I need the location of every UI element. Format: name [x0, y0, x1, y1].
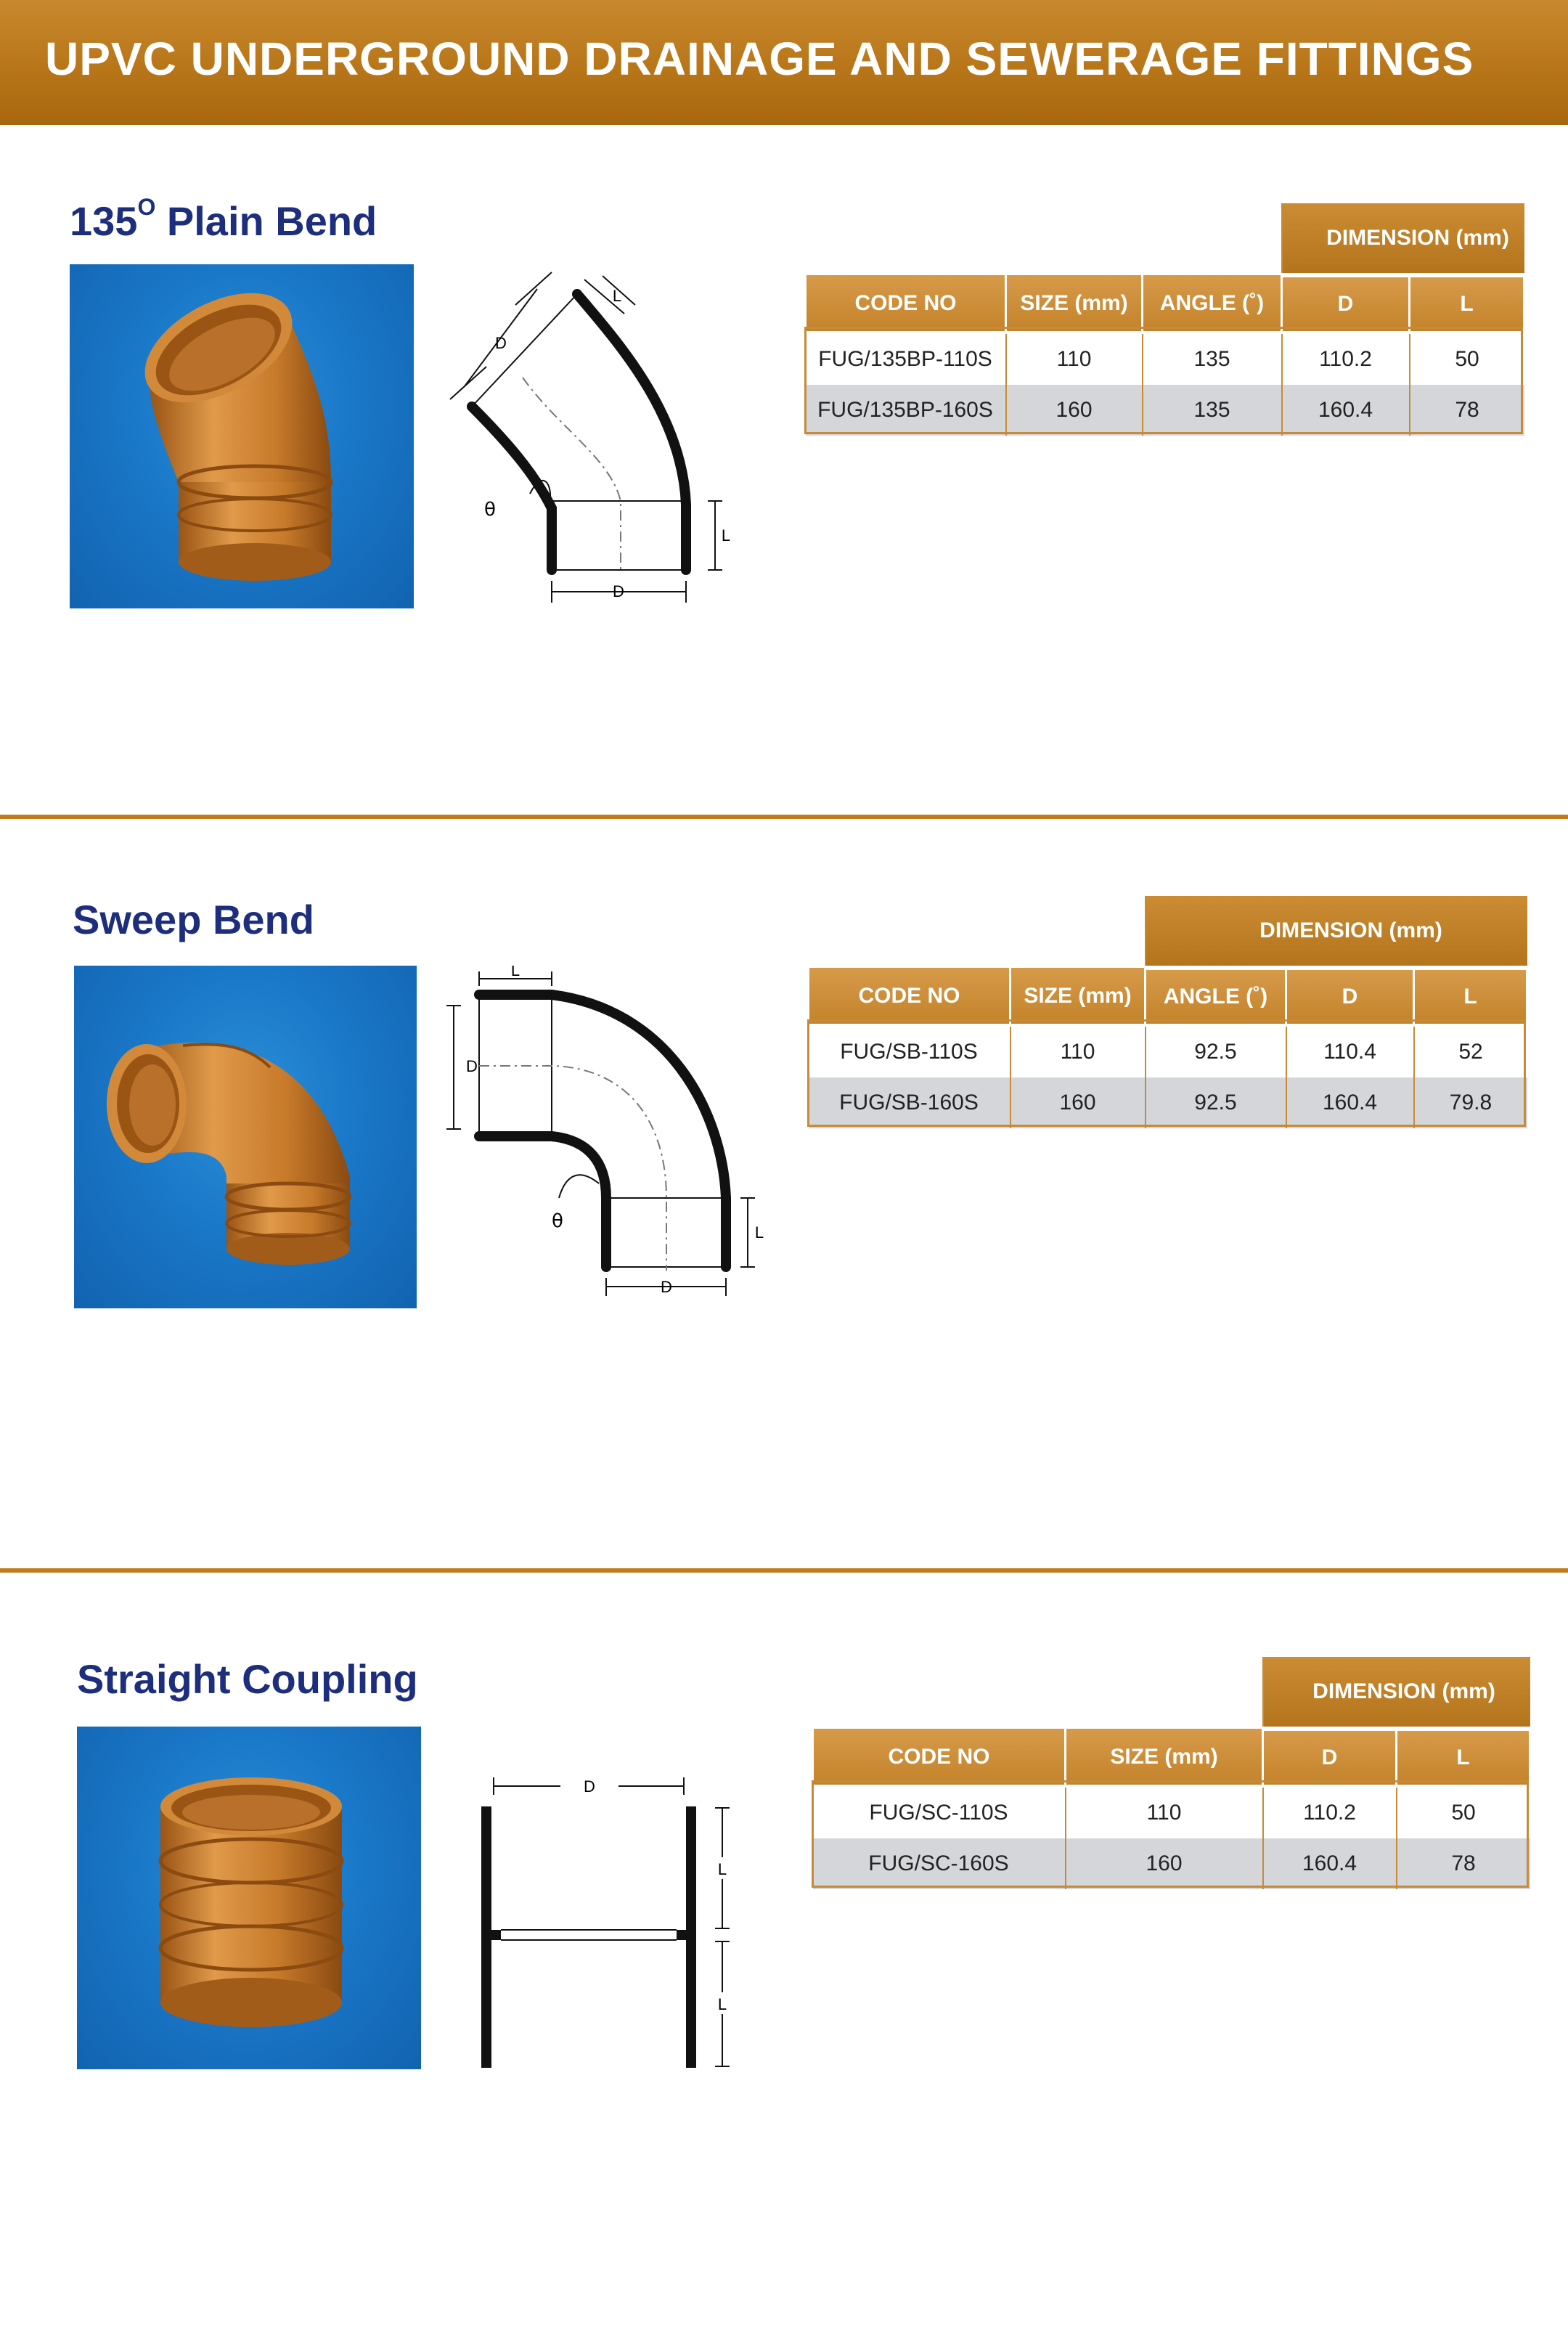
- label-d-bottom: D: [613, 582, 624, 600]
- cell-size: 110: [1006, 333, 1143, 385]
- bend-135-photo: [70, 264, 414, 608]
- table-header-row: [813, 1729, 1530, 1786]
- spec-table-sweep-bend: [807, 896, 1528, 1128]
- col-d: D: [1263, 1729, 1397, 1786]
- label-l-side: L: [754, 1223, 764, 1242]
- cell-d: 160.4: [1282, 385, 1410, 436]
- title-degree-sup: O: [137, 194, 156, 221]
- label-l-top: L: [612, 287, 622, 305]
- cell-l: 52: [1414, 1025, 1527, 1077]
- label-d-side: D: [466, 1057, 478, 1075]
- cell-l: 79.8: [1414, 1077, 1527, 1128]
- cell-l: 78: [1410, 385, 1524, 436]
- table-header-row: [806, 275, 1524, 333]
- section-sweep-bend: [0, 820, 1568, 1568]
- table-row: [813, 1838, 1530, 1889]
- dimension-header: DIMENSION (mm): [1282, 203, 1524, 275]
- col-size: SIZE (mm): [1066, 1729, 1263, 1786]
- label-l-upper: L: [717, 1860, 727, 1878]
- spec-table-135-plain-bend: [804, 203, 1525, 436]
- table-row: [806, 333, 1524, 385]
- col-size: SIZE (mm): [1010, 968, 1146, 1025]
- table-spacer: [813, 1657, 1263, 1729]
- cell-d: 110.2: [1263, 1786, 1397, 1838]
- cell-code: FUG/135BP-110S: [806, 333, 1006, 385]
- table-row: [809, 1025, 1527, 1077]
- cell-size: 160: [1066, 1838, 1263, 1889]
- col-d: D: [1286, 968, 1414, 1025]
- cell-code: FUG/135BP-160S: [806, 385, 1006, 436]
- table-row: [809, 1077, 1527, 1128]
- cell-code: FUG/SC-160S: [813, 1838, 1066, 1889]
- section-title: Straight Coupling: [77, 1656, 418, 1702]
- table-spacer: [809, 896, 1146, 968]
- cell-angle: 92.5: [1146, 1077, 1286, 1128]
- straight-coupling-photo: [77, 1727, 421, 2069]
- col-angle: ANGLE (˚): [1146, 968, 1286, 1025]
- cell-angle: 135: [1143, 385, 1282, 436]
- cell-d: 160.4: [1286, 1077, 1414, 1128]
- bend-135-drawing-icon: [436, 261, 740, 610]
- cell-l: 50: [1410, 333, 1524, 385]
- cell-size: 160: [1006, 385, 1143, 436]
- col-code-no: CODE NO: [806, 275, 1006, 333]
- cell-code: FUG/SC-110S: [813, 1786, 1066, 1838]
- section-title: [70, 194, 377, 245]
- straight-coupling-drawing: [465, 1770, 755, 2090]
- label-d-top: D: [584, 1777, 595, 1796]
- col-code-no: CODE NO: [809, 968, 1010, 1025]
- table-spacer: [806, 203, 1282, 275]
- cell-size: 110: [1010, 1025, 1146, 1077]
- col-l: L: [1410, 275, 1524, 333]
- sweep-bend-drawing: [436, 966, 769, 1300]
- label-l-side: L: [721, 526, 731, 545]
- label-d-bottom: D: [661, 1278, 672, 1296]
- section-straight-coupling: [0, 1574, 1568, 2329]
- straight-coupling-drawing-icon: [465, 1770, 755, 2090]
- cell-code: FUG/SB-160S: [809, 1077, 1010, 1128]
- cell-l: 50: [1397, 1786, 1530, 1838]
- col-angle: ANGLE (˚): [1143, 275, 1282, 333]
- section-divider: [0, 815, 1568, 819]
- table-row: [806, 385, 1524, 436]
- section-title: Sweep Bend: [73, 897, 314, 942]
- bend-135-drawing: [436, 261, 740, 610]
- cell-d: 110.2: [1282, 333, 1410, 385]
- label-l-top: L: [510, 966, 520, 979]
- sweep-bend-drawing-icon: [436, 966, 769, 1300]
- title-rest: Plain Bend: [155, 198, 377, 244]
- label-theta: θ: [484, 499, 496, 521]
- col-l: L: [1397, 1729, 1530, 1786]
- cell-size: 160: [1010, 1077, 1146, 1128]
- section-divider: [0, 1568, 1568, 1573]
- label-theta: θ: [552, 1210, 563, 1232]
- sweep-bend-photo: [74, 966, 417, 1308]
- section-135-plain-bend: [0, 0, 1568, 816]
- table-row: [813, 1786, 1530, 1838]
- cell-d: 160.4: [1263, 1838, 1397, 1889]
- cell-code: FUG/SB-110S: [809, 1025, 1010, 1077]
- cell-size: 110: [1066, 1786, 1263, 1838]
- col-size: SIZE (mm): [1006, 275, 1143, 333]
- straight-coupling-fitting-icon: [77, 1727, 421, 2069]
- sweep-bend-fitting-icon: [74, 966, 417, 1308]
- col-code-no: CODE NO: [813, 1729, 1066, 1786]
- title-number: 135: [70, 198, 138, 244]
- cell-angle: 135: [1143, 333, 1282, 385]
- table-header-row: [809, 968, 1527, 1025]
- cell-l: 78: [1397, 1838, 1530, 1889]
- col-l: L: [1414, 968, 1527, 1025]
- bend-135-fitting-icon: [70, 264, 414, 608]
- label-l-lower: L: [717, 1995, 727, 2013]
- cell-angle: 92.5: [1146, 1025, 1286, 1077]
- dimension-header: DIMENSION (mm): [1146, 896, 1527, 968]
- page-title: UPVC UNDERGROUND DRAINAGE AND SEWERAGE FITTINGS: [45, 33, 1474, 85]
- label-d-top: D: [495, 334, 507, 352]
- spec-table-straight-coupling: [812, 1657, 1531, 1889]
- dimension-header: DIMENSION (mm): [1263, 1657, 1530, 1729]
- col-d: D: [1282, 275, 1410, 333]
- cell-d: 110.4: [1286, 1025, 1414, 1077]
